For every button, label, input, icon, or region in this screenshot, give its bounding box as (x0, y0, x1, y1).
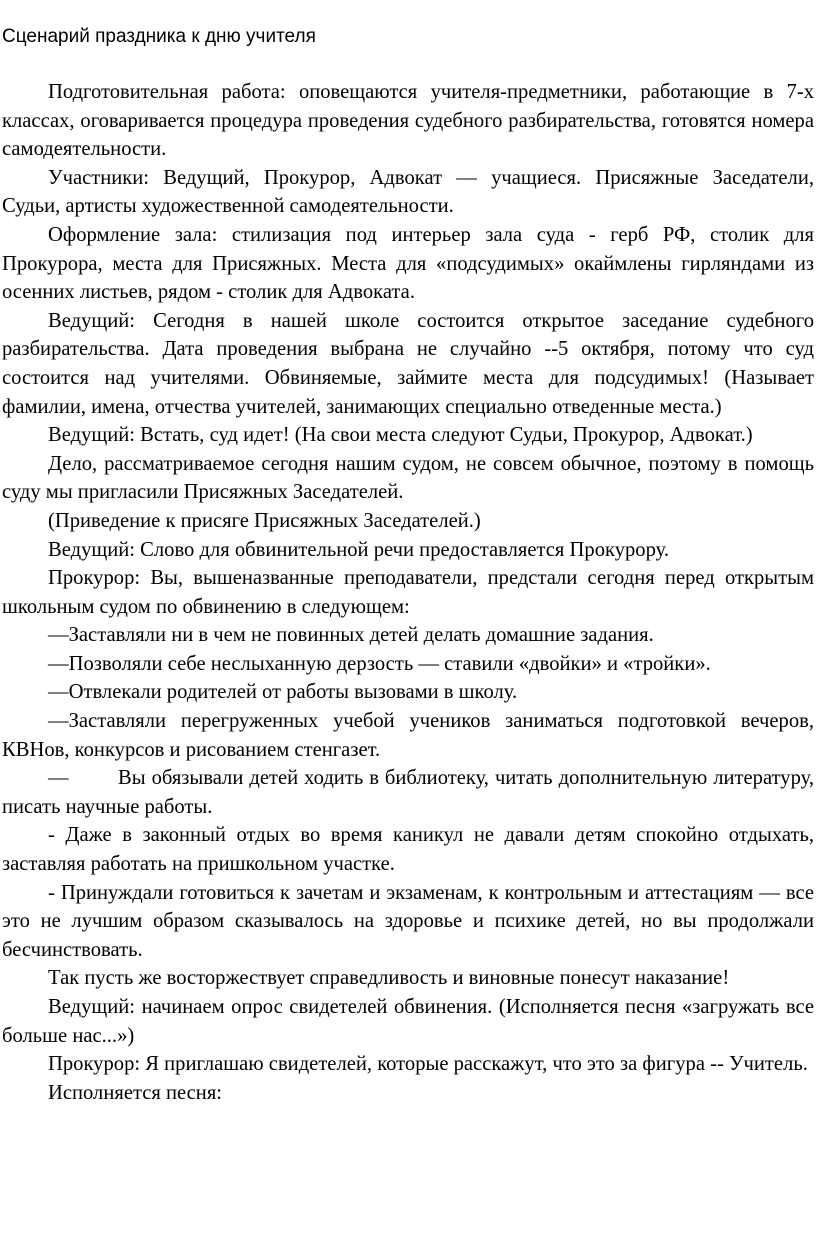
paragraph-witness-questioning: Ведущий: начинаем опрос свидетелей обвинения. (Исполняется песня «загружать все больше нас...») (2, 996, 814, 1047)
paragraph-charge-homework: —Заставляли ни в чем не повинных детей делать домашние задания. (48, 624, 654, 647)
paragraph-charge-library (2, 764, 814, 821)
paragraph-prosecutor-speech: Прокурор: Вы, вышеназванные преподаватели, предстали сегодня перед открытым школьным судом по обвинению в следующем: (2, 567, 814, 618)
paragraph-prosecutor-invite: Прокурор: Я приглашаю свидетелей, которые расскажут, что это за фигура -- Учитель. (48, 1053, 808, 1076)
paragraph-justice: Так пусть же восторжествует справедливость и виновные понесут наказание! (48, 967, 730, 990)
paragraph-case-intro: Дело, рассматриваемое сегодня нашим судом, не совсем обычное, поэтому в помощь суду мы пригласили Присяжных Заседателей. (2, 452, 814, 504)
paragraph-charge-events: —Заставляли перегруженных учебой учеников заниматься подготовкой вечеров, КВНов, конкурсов и рисованием стенгазет. (2, 710, 814, 761)
paragraph-prosecutor-word: Ведущий: Слово для обвинительной речи предоставляется Прокурору. (48, 538, 670, 561)
paragraph-preparation: Подготовительная работа: оповещаются учителя-предметники, работающие в 7-х классах, оговаривается процедура проведения судебного разбирательства, готовятся номера самодеятельности. (2, 81, 814, 161)
document-body (2, 78, 814, 1107)
paragraph-song: Исполняется песня: (48, 1081, 223, 1104)
paragraph-participants: Участники: Ведущий, Прокурор, Адвокат — учащиеся. Присяжные Заседатели, Судьи, артисты художественной самодеятельности. (2, 166, 814, 218)
paragraph-court-rise: Ведущий: Встать, суд идет! (На свои места следуют Судьи, Прокурор, Адвокат.) (48, 424, 753, 447)
list-dash: — (48, 767, 69, 790)
document-title: Сценарий праздника к дню учителя (2, 26, 316, 47)
paragraph-charge-exams: - Принуждали готовиться к зачетам и экзаменам, к контрольным и аттестациям — все это не лучшим образом сказывалось на здоровье и психике детей, но вы продолжали бесчинствовать. (2, 881, 814, 961)
paragraph-charge-parents: —Отвлекали родителей от работы вызовами в школу. (48, 681, 518, 704)
paragraph-charge-grades: —Позволяли себе неслыханную дерзость — ставили «двойки» и «тройки». (48, 652, 711, 675)
paragraph-oath: (Приведение к присяге Присяжных Заседателей.) (48, 509, 481, 532)
paragraph-host-opening: Ведущий: Сегодня в нашей школе состоится открытое заседание судебного разбирательства. Дата проведения выбрана не случайно --5 октября, потому что суд состоится над учителями. Обвиняемые, займите места для подсудимых! (Называет фамилии, имена, отчества учителей, занимающих специально отведенные места.) (2, 309, 814, 418)
paragraph-charge-holidays: - Даже в законный отдых во время каникул не давали детям спокойно отдыхать, заставляя работать на пришкольном участке. (2, 824, 814, 876)
paragraph-library-text: Вы обязывали детей ходить в библиотеку, читать дополнительную литературу, писать научные работы. (2, 767, 814, 818)
paragraph-hall-design: Оформление зала: стилизация под интерьер зала суда - герб РФ, столик для Прокурора, места для Присяжных. Места для «подсудимых» окаймлены гирляндами из осенних листьев, рядом - столик для Адвоката. (2, 223, 814, 304)
